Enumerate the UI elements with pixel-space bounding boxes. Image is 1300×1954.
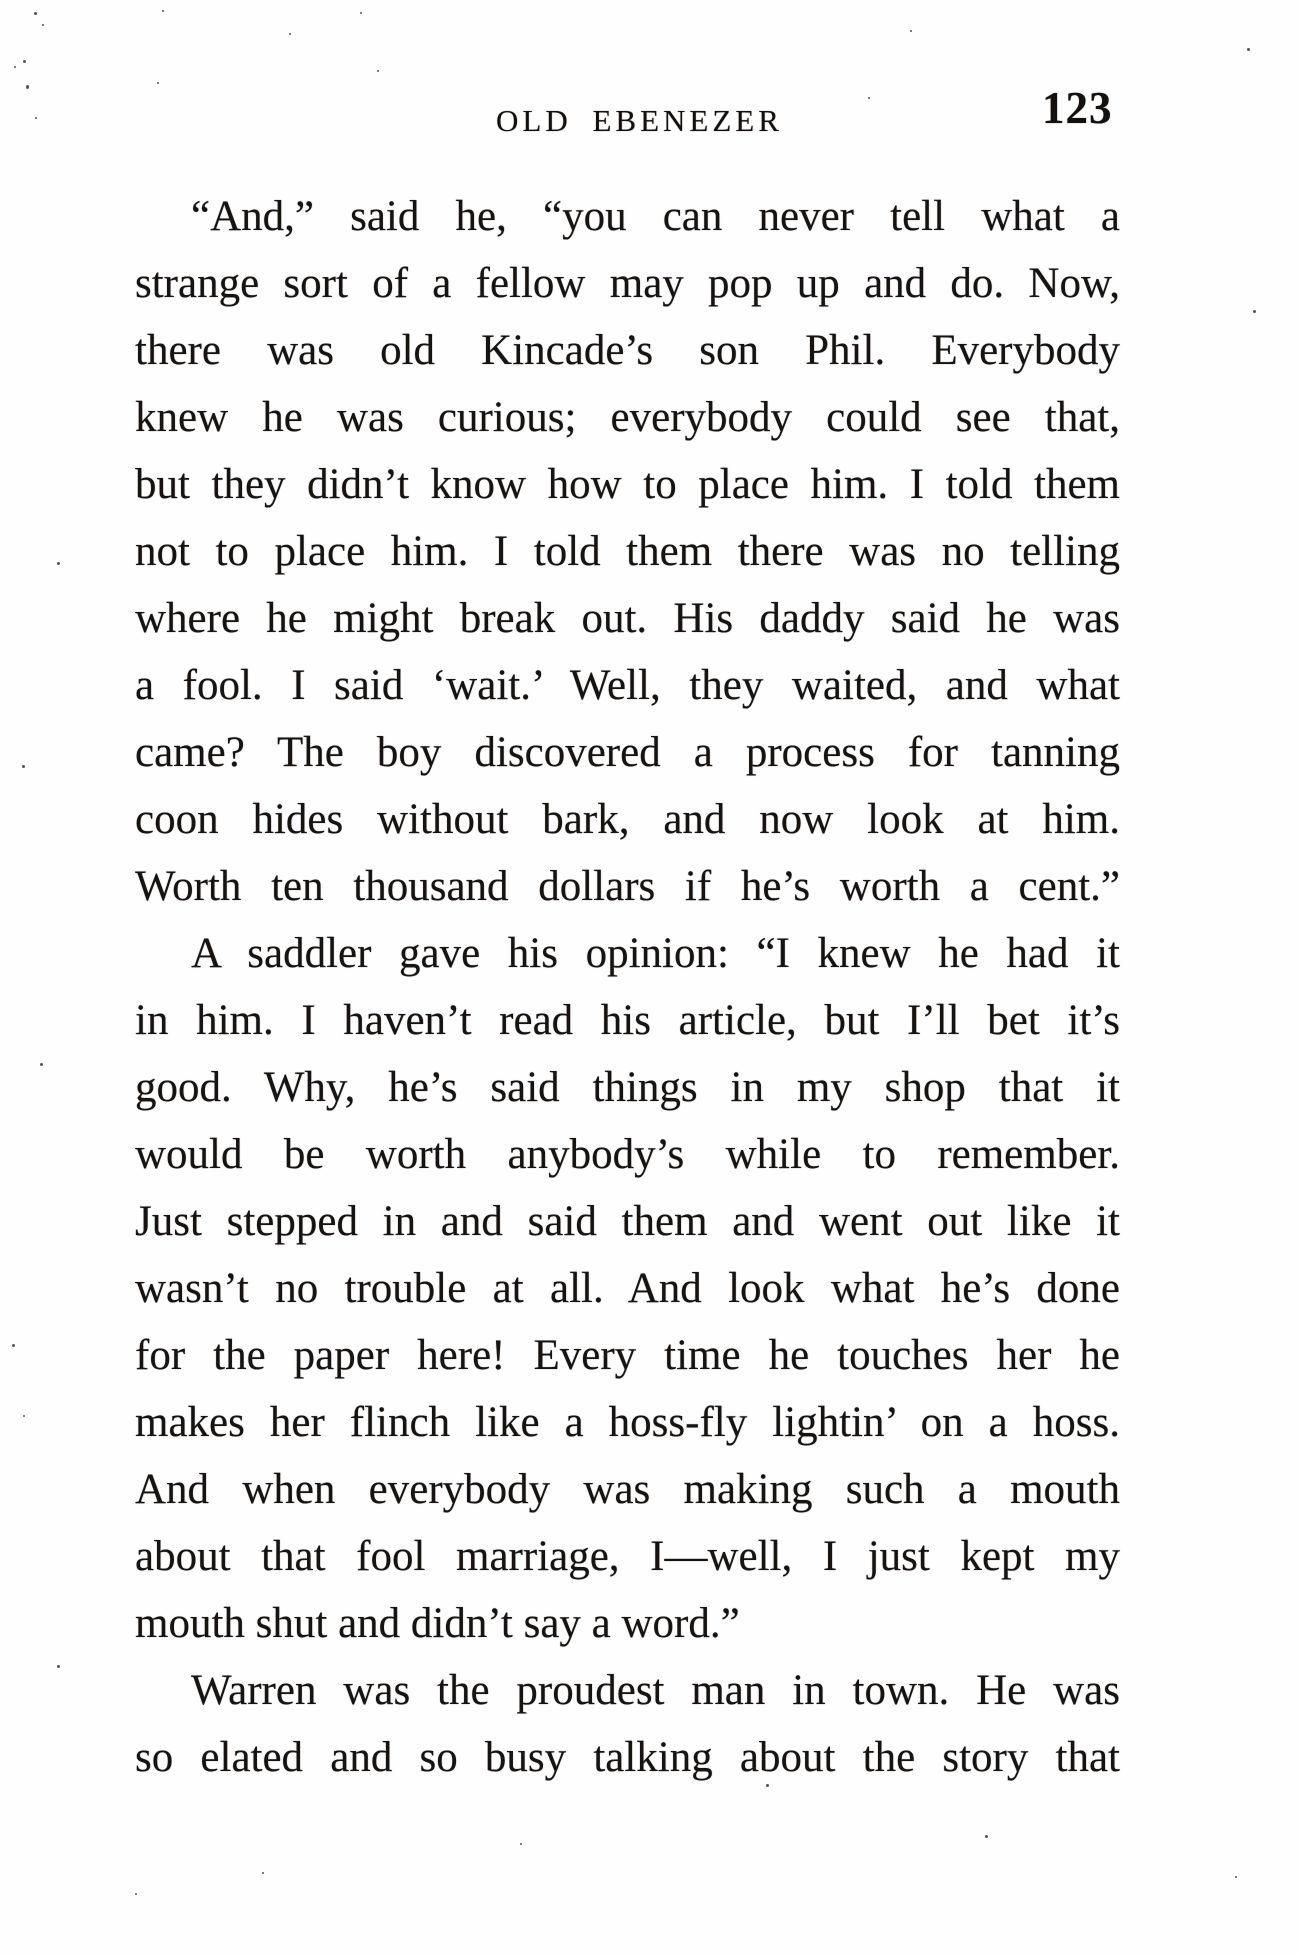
text-line: but they didn’t know how to place him. I told them [135,461,1120,508]
scan-speck [262,1872,264,1874]
text-line: a fool. I said ‘wait.’ Well, they waited, and what [135,662,1120,709]
scan-speck [42,24,44,26]
text-line: knew he was curious; everybody could see that, [135,394,1120,441]
text-line: Just stepped in and said them and went out like it [135,1198,1120,1245]
scan-speck [35,117,37,119]
body-text [135,183,1120,1791]
scan-speck [26,85,29,89]
scan-speck [520,1843,522,1845]
text-line: mouth shut and didn’t say a word.” [135,1600,740,1647]
text-line: strange sort of a fellow may pop up and do. Now, [135,260,1120,307]
scan-speck [162,10,164,12]
text-line: about that fool marriage, I—well, I just kept my [135,1533,1120,1580]
scan-speck [1253,310,1256,313]
scan-speck [23,60,26,63]
scan-speck [57,1665,60,1668]
scan-speck [868,97,870,99]
text-line: makes her flinch like a hoss-fly lightin’ on a hoss. [135,1399,1120,1446]
paragraph [135,183,1120,920]
text-line: Worth ten thousand dollars if he’s worth a cent.” [135,863,1120,910]
paragraph [135,1657,1120,1791]
scan-speck [360,12,362,14]
scan-speck [289,33,291,35]
scan-speck [23,1415,25,1417]
text-line: where he might break out. His daddy said he was [135,595,1120,642]
text-line: for the paper here! Every time he touches her he [135,1332,1120,1379]
scan-speck [14,66,16,68]
scan-speck [34,12,37,15]
text-line: good. Why, he’s said things in my shop that it [135,1064,1120,1111]
scan-speck [1235,1876,1237,1878]
paragraph [135,920,1120,1657]
scan-speck [985,1835,988,1838]
scan-speck [40,1063,43,1066]
text-line: there was old Kincade’s son Phil. Everybody [135,327,1120,374]
scan-speck [766,1784,769,1787]
scan-speck [57,562,60,565]
scan-speck [12,1344,15,1347]
scan-speck [157,82,159,84]
scan-speck [22,765,25,768]
text-line: coon hides without bark, and now look at him. [135,796,1120,843]
text-line: A saddler gave his opinion: “I knew he had it [191,930,1120,977]
text-line: came? The boy discovered a process for tanning [135,729,1120,776]
text-line: Warren was the proudest man in town. He was [191,1667,1120,1714]
text-line: not to place him. I told them there was no telling [135,528,1120,575]
text-line: would be worth anybody’s while to remember. [135,1131,1120,1178]
text-line: in him. I haven’t read his article, but I’ll bet it’s [135,997,1120,1044]
scan-speck [910,30,912,32]
text-line: “And,” said he, “you can never tell what a [191,193,1120,240]
scan-speck [1247,48,1250,51]
text-line: wasn’t no trouble at all. And look what he’s done [135,1265,1120,1312]
page-number: 123 [1042,83,1113,133]
scan-speck [377,70,379,72]
scan-speck [135,1893,137,1895]
text-line: And when everybody was making such a mouth [135,1466,1120,1513]
text-line: so elated and so busy talking about the story that [135,1734,1120,1781]
page-title: OLD EBENEZER [496,103,783,138]
